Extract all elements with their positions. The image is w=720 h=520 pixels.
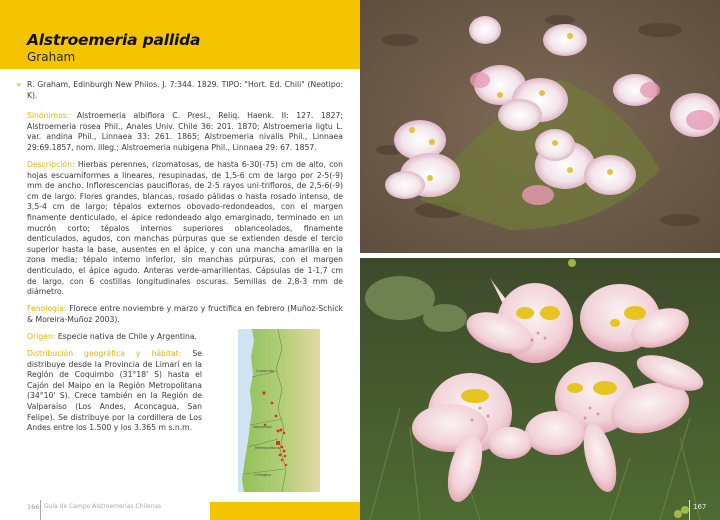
footer-accent-bar (210, 502, 360, 520)
reference-paragraph (16, 80, 343, 101)
photo-bottom-graphic (360, 258, 720, 520)
species-header (0, 0, 360, 69)
sinonimos-paragraph (27, 111, 343, 153)
map-graphic (238, 329, 320, 492)
distribucion-text: Se distribuye desde la Provincia de Limarí en la Región de Coquimbo (31°18' S) hasta el Cajón del Maipo en la Región Metropolitana (34°10' S). Crece también en la Región de Valparaíso (Los Andes, Aconcagua, San Felipe). Se distribuye por la cordillera de Los Andes entre los 1.500 y los 3.365 m s.n.m. (27, 349, 202, 433)
photo-top-graphic (360, 0, 720, 253)
descripcion-paragraph (27, 160, 343, 298)
distribucion-paragraph (27, 349, 202, 434)
descripcion-label: Descripción: (27, 160, 75, 170)
distribucion-label: Distribución geográfica y hábitat: (27, 349, 182, 359)
fenologia-paragraph (27, 304, 343, 325)
descripcion-text: Hierbas perennes, rizomatosas, de hasta 6-30(-75) cm de alto, con hojas escuamiformes a lineares, resupinadas, de 1,5-6 cm de largo por 2-5(-9) mm de ancho. Inflorescencias paucifloras, de 2-5 rayos uni-trifloros, de 2,5-6(-9) cm de largo. Flores grandes, blancas, rosado pálidas o hasta rosado intenso, de 3,5-4 cm de largo; tépalos externos obovado-redondeados, con el margen finamente denticulado, el ápice redondeado algo emarginado, terminado en un mucrón corto; tépalos internos superiores oblanceolados, finamente denticulados, agudos, con manchas púrpuras que se extienden desde el tercio superior hasta la base, ausentes en el ápice, y con una mancha amarilla en la zona media; tépalo interno inferior, sin manchas púrpuras, con el margen denticulado, el ápice agudo. Anteras verde-amarillentas. Cápsulas de 1-1,7 cm de largo, con 6 costillas longitudinales oscuras. Semillas de 2,8-3 mm de diámetro. (27, 160, 343, 297)
book-title: Guía de Campo Alstroemerias Chilenas (44, 503, 162, 510)
fenologia-label: Fenología: (27, 304, 67, 314)
double-chevron-right-icon: » (16, 80, 22, 89)
fenologia-text: Florece entre noviembre y marzo y fructifica en febrero (Muñoz-Schick & Moreira-Muñoz 2003). (27, 304, 343, 324)
sinonimos-label: Sinónimos: (27, 111, 70, 121)
species-author: Graham (27, 50, 76, 64)
footer-divider-left (40, 500, 41, 520)
map-label-ohiggins: O'Higgins (254, 473, 272, 477)
photo-plant-habit (360, 0, 720, 253)
map-label-valparaiso: Valparaíso (253, 425, 272, 429)
left-page-number: 166 (27, 503, 40, 511)
origen-label: Origen: (27, 331, 56, 341)
map-label-metropolitana: Metropolitana (255, 446, 280, 450)
species-title: Alstroemeria pallida (27, 31, 201, 49)
origen-text: Especie nativa de Chile y Argentina. (57, 331, 197, 341)
footer-divider-right (689, 500, 690, 520)
sinonimos-text: Alstroemeria albiflora C. Presl., Reliq. Haenk. II: 127. 1827; Alstroemeria rosea Phil., Anales Univ. Chile 36: 201. 1870; Alstroemeria ligtu L. var. andina Phil., Linnaea 33: 261. 1865; Alstroemeria nivalis Phil., Linnaea 29:69.1857, nom. illeg.; Alstroemeria nubigena Phil., Linnaea 29: 67. 1857. (27, 111, 343, 152)
photo-flower-closeup (360, 258, 720, 520)
map-label-coquimbo: Coquimbo (256, 369, 275, 373)
reference-text: R. Graham, Edinburgh New Philos. J. 7:344. 1829. TIPO: "Hort. Ed. Chili" (Neotipo: K). (27, 80, 343, 100)
right-page-number: 167 (693, 503, 707, 511)
distribution-map (238, 329, 320, 492)
